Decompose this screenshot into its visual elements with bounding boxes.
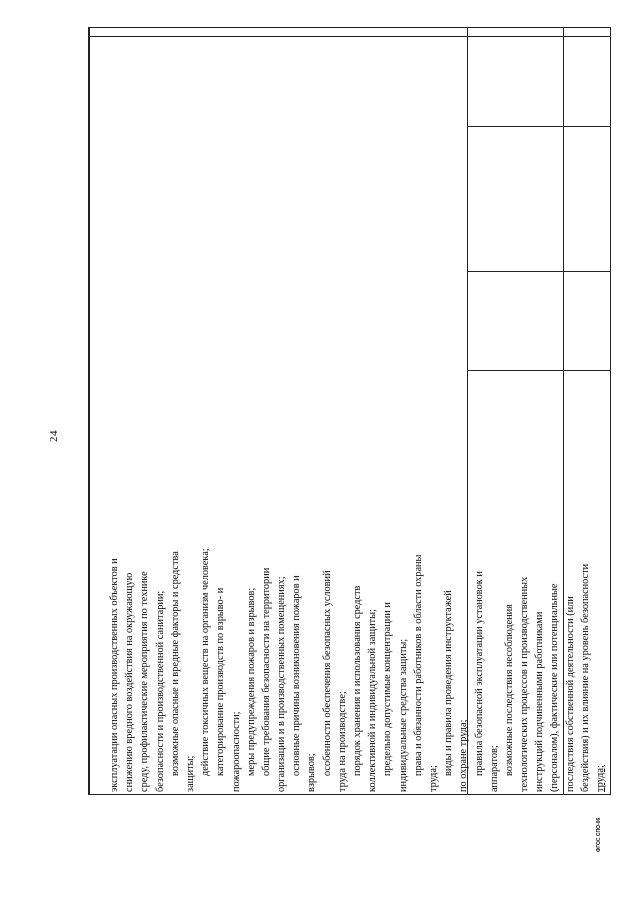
page-number: 24 <box>48 430 60 442</box>
text-line: бездействия) и их влияние на уровень безопасности <box>579 563 591 792</box>
text-line: категорирование производств по взрыво- и <box>215 587 227 776</box>
text-line: труда на производстве; <box>336 691 348 792</box>
text-line: безопасности и производственной санитарии; <box>154 590 166 792</box>
text-line: коллективной и индивидуальной защиты; <box>367 609 379 792</box>
text-line: (персоналом), фактические или потенциальные <box>549 583 561 792</box>
text-line: организации и в производственных помещениях; <box>276 576 288 792</box>
text-line: предельно допустимые концентрации и <box>382 602 394 776</box>
text-line: действие токсичных веществ на организм человека; <box>200 548 212 776</box>
text-line: виды и правила проведения инструктажей <box>443 590 455 776</box>
text-line: порядок хранения и использования средств <box>352 585 363 776</box>
text-line: общие требования безопасности на территории <box>260 567 272 776</box>
table-border-top-row <box>89 28 90 794</box>
text-line: последствия собственной деятельности (или <box>564 596 576 792</box>
footer-code: ФГОС СПО-06 <box>596 817 602 852</box>
text-line: технологических процессов и производственных <box>519 576 531 792</box>
table-cell-content <box>107 467 606 792</box>
text-line: среду, профилактические мероприятия по технике <box>139 571 151 792</box>
text-line: инструкций подчиненными работниками <box>534 611 546 792</box>
text-line: по охране труда; <box>458 719 470 792</box>
text-line: меры предупреждения пожаров и взрывов; <box>245 587 257 776</box>
text-line: возможные опасные и вредные факторы и средства <box>169 551 181 776</box>
text-line: труда; <box>595 765 606 792</box>
text-line: права и обязанности работников в области охраны <box>412 554 424 776</box>
table-row-divider <box>467 271 610 272</box>
text-line: труда; <box>427 765 439 792</box>
text-line: особенности обеспечения безопасных условий <box>321 570 333 776</box>
text-line: снижению вредного воздействия на окружающую <box>124 572 136 792</box>
table-header-line <box>89 36 610 37</box>
text-line: правила безопасной эксплуатации установок и <box>473 571 485 776</box>
text-line: основные причины возникновения пожаров и <box>291 575 303 776</box>
table-row-divider <box>467 370 610 371</box>
cell-text <box>107 467 608 792</box>
table-row-divider <box>467 126 610 127</box>
text-line: возможные последствия несоблюдения <box>503 604 515 776</box>
text-line: индивидуальные средства защиты; <box>397 638 409 792</box>
text-line: пожароопасности; <box>230 711 242 792</box>
text-line: эксплуатации опасных производственных объектов и <box>109 558 120 792</box>
text-line: защиты; <box>184 755 196 792</box>
text-line: взрывов; <box>306 753 318 792</box>
text-line: аппаратов; <box>488 745 500 792</box>
